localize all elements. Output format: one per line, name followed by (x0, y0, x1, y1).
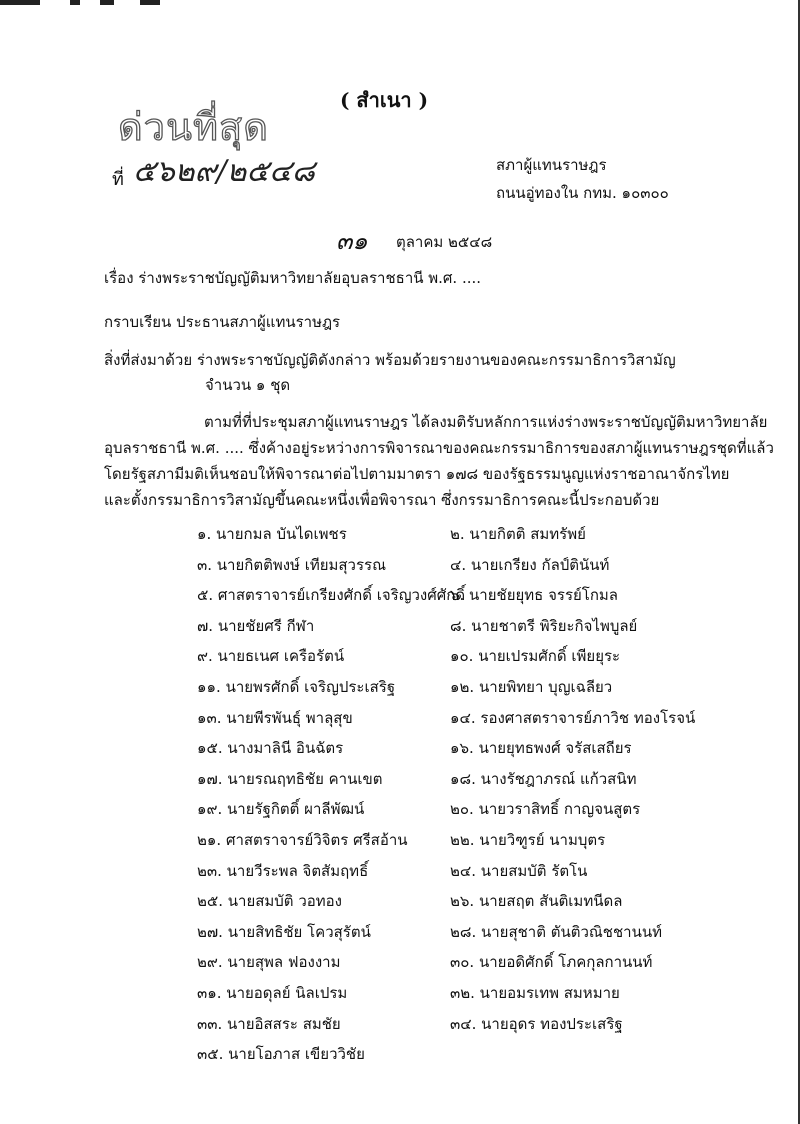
committee-member: ๒๗. นายสิทธิชัย โควสุรัตน์ (197, 923, 371, 941)
addressee-line: กราบเรียน ประธานสภาผู้แทนราษฎร (104, 313, 341, 331)
committee-member: ๑๘. นางรัชฎาภรณ์ แก้วสนิท (450, 770, 637, 788)
committee-member: ๗. นายชัยศรี กีฬา (197, 617, 315, 635)
scan-artifact-top (0, 0, 160, 6)
committee-member: ๑๔. รองศาสตราจารย์ภาวิช ทองโรจน์ (450, 709, 696, 727)
urgent-stamp: ด่วนที่สุด (118, 105, 269, 149)
committee-member: ๑๒. นายพิทยา บุญเฉลียว (450, 678, 613, 696)
committee-member: ๑๐. นายเปรมศักดิ์ เพียยุระ (450, 647, 621, 665)
enclosure-line-2: จำนวน ๑ ชุด (205, 376, 291, 394)
committee-member: ๑๙. นายรัฐกิตติ์ ผาลีพัฒน์ (197, 800, 365, 818)
committee-member: ๙. นายธเนศ เครือรัตน์ (197, 647, 345, 665)
subject-line: เรื่อง ร่างพระราชบัญญัติมหาวิทยาลัยอุบลราชธานี พ.ศ. .... (104, 269, 482, 287)
committee-member: ๒๘. นายสุชาติ ตันติวณิชชานนท์ (450, 923, 662, 941)
committee-member: ๓๒. นายอมรเทพ สมหมาย (450, 984, 620, 1002)
committee-member: ๒๒. นายวิฑูรย์ นามบุตร (450, 831, 606, 849)
doc-number: ๕๖๒๙/๒๕๔๘ (133, 154, 315, 189)
committee-member: ๑๗. นายรณฤทธิชัย คานเขต (197, 770, 383, 788)
committee-member: ๒๓. นายวีระพล จิตสัมฤทธิ์ (197, 862, 369, 880)
committee-member: ๓. นายกิตติพงษ์ เทียมสุวรรณ (197, 556, 386, 574)
body-line-2: อุบลราชธานี พ.ศ. .... ซึ่งค้างอยู่ระหว่างการพิจารณาของคณะกรรมาธิการของสภาผู้แทนราษฎรชุดที่แล้ว (104, 439, 774, 457)
committee-member: ๒๐. นายวราสิทธิ์ กาญจนสูตร (450, 800, 641, 818)
committee-member: ๒. นายกิตติ สมทรัพย์ (450, 525, 586, 543)
committee-member: ๓๐. นายอดิศักดิ์ โภคกุลกานนท์ (450, 953, 653, 971)
address-line-2: ถนนอู่ทองใน กทม. ๑๐๓๐๐ (496, 184, 669, 202)
doc-number-label: ที่ (112, 169, 124, 190)
body-line-1: ตามที่ที่ประชุมสภาผู้แทนราษฎร ได้ลงมติรับหลักการแห่งร่างพระราชบัญญัติมหาวิทยาลัย (204, 413, 768, 431)
committee-member: ๓๕. นายโอภาส เขียววิชัย (197, 1045, 365, 1063)
committee-member: ๒๖. นายสฤต สันติเมทนีดล (450, 892, 623, 910)
date-text: ตุลาคม ๒๕๔๘ (396, 233, 493, 251)
committee-member: ๒๙. นายสุพล ฟองงาม (197, 953, 341, 971)
committee-member: ๕. ศาสตราจารย์เกรียงศักดิ์ เจริญวงศ์ศักดิ์ (197, 586, 466, 604)
committee-member: ๓๑. นายอดุลย์ นิลเปรม (197, 984, 348, 1002)
committee-member: ๓๓. นายอิสสระ สมชัย (197, 1015, 341, 1033)
body-line-3: โดยรัฐสภามีมติเห็นชอบให้พิจารณาต่อไปตามมาตรา ๑๗๘ ของรัฐธรรมนูญแห่งราชอาณาจักรไทย (104, 465, 730, 483)
body-line-4: และตั้งกรรมาธิการวิสามัญขึ้นคณะหนึ่งเพื่อพิจารณา ซึ่งกรรมาธิการคณะนี้ประกอบด้วย (104, 491, 660, 509)
committee-member: ๑๖. นายยุทธพงศ์ จรัสเสถียร (450, 739, 632, 757)
document-title: ( สำเนา ) (340, 88, 429, 112)
committee-member: ๒๔. นายสมบัติ รัตโน (450, 862, 588, 880)
address-line-1: สภาผู้แทนราษฎร (496, 156, 607, 174)
committee-member: ๒๑. ศาสตราจารย์วิจิตร ศรีสอ้าน (197, 831, 408, 849)
committee-member: ๔. นายเกรียง กัลป์ตินันท์ (450, 556, 610, 574)
enclosure-line-1: สิ่งที่ส่งมาด้วย ร่างพระราชบัญญัติดังกล่าว พร้อมด้วยรายงานของคณะกรรมาธิการวิสามัญ (104, 351, 676, 369)
committee-member: ๒๕. นายสมบัติ วอทอง (197, 892, 342, 910)
committee-member: ๘. นายชาตรี พิริยะกิจไพบูลย์ (450, 617, 638, 635)
committee-member: ๑๑. นายพรศักดิ์ เจริญประเสริฐ (197, 678, 396, 696)
committee-member: ๑๓. นายพีรพันธุ์ พาลุสุข (197, 709, 353, 727)
committee-member: ๑๕. นางมาลินี อินฉัตร (197, 739, 344, 757)
committee-member: ๑. นายกมล บันไดเพชร (197, 525, 347, 543)
date-day: ๓๑ (336, 227, 368, 255)
committee-member: ๖. นายชัยยุทธ จรรย์โกมล (450, 586, 619, 604)
committee-member: ๓๔. นายอุดร ทองประเสริฐ (450, 1015, 623, 1033)
